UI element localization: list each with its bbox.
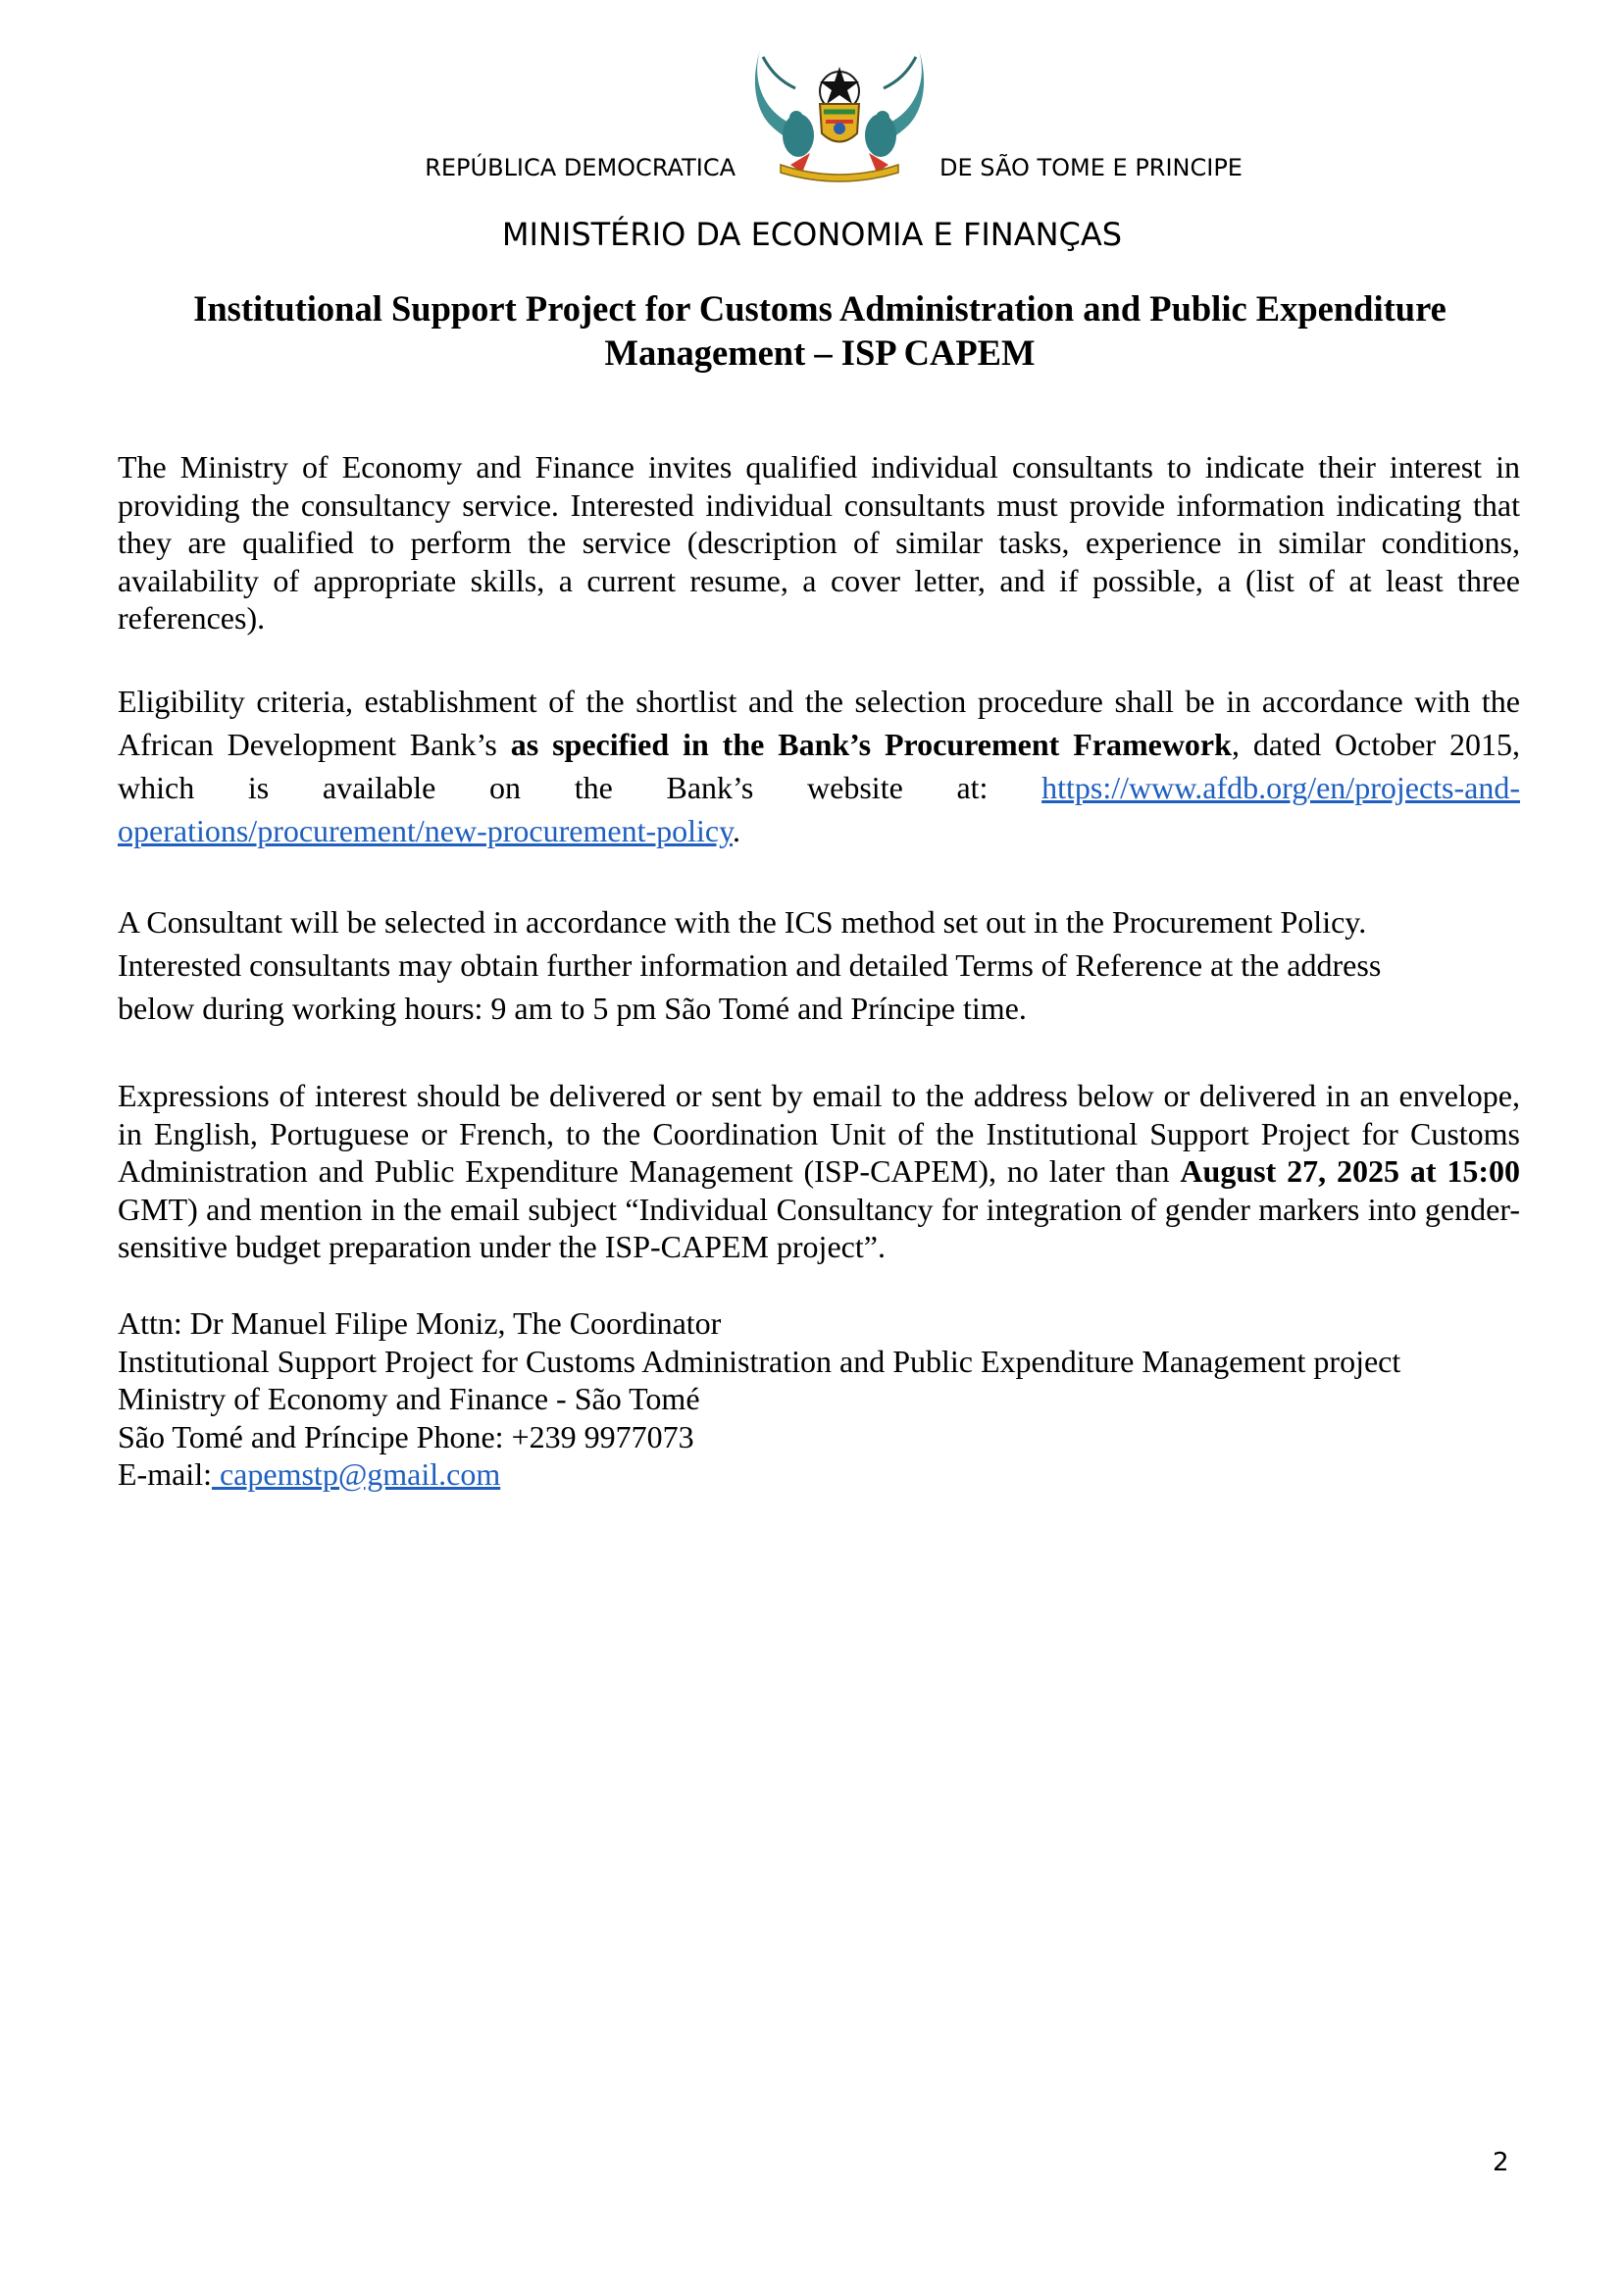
eligibility-text-1: Eligibility criteria, establishment of the shortlist and the selection procedure shall be in accordance with the African Development Bank’s (118, 684, 1520, 762)
paragraph-submission (118, 1077, 1520, 1266)
afdb-procurement-link[interactable]: https://www.afdb.org/en/projects-and-operations/procurement/new-procurement-policy (118, 770, 1520, 848)
ministry-heading: MINISTÉRIO DA ECONOMIA E FINANÇAS (501, 216, 1123, 253)
title-line-2: Management – ISP CAPEM (604, 332, 1036, 373)
eligibility-end: . (733, 813, 741, 848)
paragraph-eligibility (118, 680, 1520, 852)
contact-ministry: Ministry of Economy and Finance - São Tomé (118, 1381, 700, 1416)
selection-line-1: A Consultant will be selected in accordance with the ICS method set out in the Procurement Policy. (118, 904, 1367, 940)
submission-text-1: Expressions of interest should be delivered or sent by email to the address below or delivered in an envelope, in English, Portuguese or French, to the Coordination Unit of the Institutional Support Project for Customs Administration and Public Expenditure Management (ISP-CAPEM), no later than (118, 1078, 1520, 1189)
title-line-1: Institutional Support Project for Customs Administration and Public Expenditure (193, 288, 1446, 329)
contact-phone: São Tomé and Príncipe Phone: +239 9977073 (118, 1418, 694, 1454)
document-title (118, 286, 1522, 375)
paragraph-invitation: The Ministry of Economy and Finance invites qualified individual consultants to indicate their interest in providing the consultancy service. Interested individual consultants must provide information indicating that they are qualified to perform the service (description of similar tasks, experience in similar conditions, availability of appropriate skills, a current resume, a cover letter, and if possible, a (list of at least three references). (118, 449, 1520, 636)
selection-line-2: Interested consultants may obtain further information and detailed Terms of Reference at the address (118, 947, 1382, 983)
email-label: E-mail: (118, 1456, 212, 1492)
coat-of-arms-icon (741, 27, 938, 184)
selection-line-3: below during working hours: 9 am to 5 pm São Tomé and Príncipe time. (118, 991, 1027, 1026)
deadline-bold: August 27, 2025 at 15:00 (1180, 1153, 1521, 1189)
header-republic-right: DE SÃO TOME E PRINCIPE (939, 154, 1243, 181)
eligibility-text-2: , dated October 2015, which is available on the Bank’s website at: (118, 727, 1521, 805)
contact-email-row (118, 1455, 1520, 1494)
contact-project: Institutional Support Project for Customs Administration and Public Expenditure Management project (118, 1343, 1401, 1379)
paragraph-selection (118, 900, 1520, 1030)
eligibility-bold: as specified in the Bank’s Procurement Framework (510, 727, 1232, 762)
submission-text-2: GMT) and mention in the email subject “Individual Consultancy for integration of gender markers into gender-sensitive budget preparation under the ISP-CAPEM project”. (118, 1191, 1520, 1264)
contact-block (118, 1304, 1520, 1494)
header-republic-left: REPÚBLICA DEMOCRATICA (425, 154, 736, 181)
page-number: 2 (1493, 2148, 1509, 2177)
email-link[interactable]: capemstp@gmail.com (211, 1456, 501, 1492)
contact-attn: Attn: Dr Manuel Filipe Moniz, The Coordinator (118, 1305, 722, 1341)
